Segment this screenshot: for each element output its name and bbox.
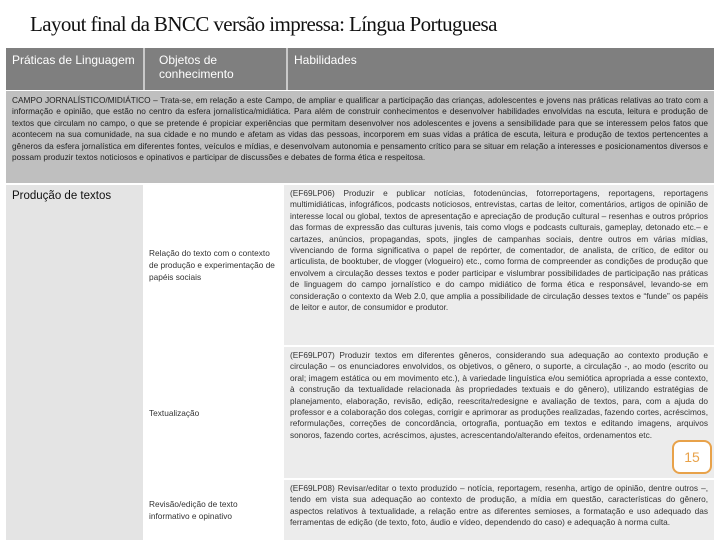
pratica-cell bbox=[6, 185, 143, 540]
objeto-cell bbox=[145, 480, 282, 540]
pratica-label: Produção de textos bbox=[12, 190, 112, 202]
objeto-cell bbox=[145, 347, 282, 478]
habilidade-cell: (EF69LP06) Produzir e publicar notícias, fotodenúncias, fotorreportagens, reportagens, reportagens multimidiáticas, infográficos, podcasts noticiosos, entrevistas, cartas de leitor, comentários, artigos de opinião de interesse local ou global, textos de apresentação e apreciação de produção cultural – resenhas e outros próprios das formas de expressão das culturas juvenis, tais como vlogs e podcasts culturais, gameplay, detonado etc.– e cartazes, anúncios, propagandas, spots, jingles de campanhas sociais, dentre outros em várias mídias, vivenciando de forma significativa o papel de repórter, de comentador, de analista, de crítico, de editor ou articulista, de booktuber, de vlogger (vlogueiro) etc., como forma de compreender as condições de produção que envolvem a circulação desses textos e poder participar e vislumbrar possibilidades de participação nas práticas de linguagem do campo jornalístico e do campo midiático de forma ética e responsável, levando-se em consideração o contexto da Web 2.0, que amplia a possibilidade de circulação desses textos e “funde” os papéis de leitor e autor, de consumidor e produtor. bbox=[284, 185, 714, 345]
header-habilidades: Habilidades bbox=[288, 48, 714, 90]
page-number-badge: 15 bbox=[672, 440, 712, 474]
objeto-text: Revisão/edição de texto informativo e opinativo bbox=[149, 499, 238, 521]
table-row bbox=[145, 185, 714, 345]
table-row bbox=[145, 347, 714, 478]
objeto-cell bbox=[145, 185, 282, 345]
header-praticas: Práticas de Linguagem bbox=[6, 48, 143, 90]
objeto-text: Relação do texto com o contexto de produção e experimentação de papéis sociais bbox=[149, 248, 275, 282]
header-objetos: Objetos de conhecimento bbox=[145, 48, 286, 90]
page-title: Layout final da BNCC versão impressa: Língua Portuguesa bbox=[30, 12, 497, 36]
habilidade-cell: (EF69LP08) Revisar/editar o texto produzido – notícia, reportagem, resenha, artigo de opinião, dentre outros –, tendo em vista sua adequação ao contexto de produção, a mídia em questão, características do gênero, aspectos relativos à textualidade, a relação entre as diferentes semioses, a formatação e uso adequado das ferramentas de edição (de texto, foto, áudio e vídeo, dependendo do caso) e adequação à norma culta. bbox=[284, 480, 714, 540]
campo-description: CAMPO JORNALÍSTICO/MIDIÁTICO – Trata-se, em relação a este Campo, de ampliar e qualificar a participação das crianças, adolescentes e jovens nas práticas relativas ao trato com a informação e opinião, que estão no centro da esfera jornalística/midiática. Para além de construir conhecimentos e desenvolver habilidades envolvidas na escuta, leitura e produção de textos que circulam no campo, o que se pretende é propiciar experiências que permitam desenvolver nos adolescentes e jovens a sensibilidade para que se interessem pelos fatos que acontecem na sua comunidade, na sua cidade e no mundo e afetam as vidas das pessoas, incorporem em suas vidas a prática de escuta, leitura e produção de textos pertencentes a gêneros da esfera jornalística em diferentes fontes, veículos e mídias, e desenvolvam autonomia e pensamento crítico para se situar em relação a interesses e posicionamentos diversos e possam produzir textos noticiosos e opinativos e participar de discussões e debates de forma ética e respeitosa. bbox=[6, 91, 714, 183]
table-header bbox=[6, 48, 714, 90]
objeto-text: Textualização bbox=[149, 407, 200, 418]
table-row bbox=[145, 480, 714, 540]
habilidade-cell: (EF69LP07) Produzir textos em diferentes gêneros, considerando sua adequação ao contexto produção e circulação – os enunciadores envolvidos, os objetivos, o gênero, o suporte, a circulação -, ao modo (escrito ou oral; imagem estática ou em movimento etc.), à variedade linguística e/ou semiótica apropriada a esse contexto, à construção da textualidade relacionada às propriedades textuais e do gênero), utilizando estratégias de planejamento, elaboração, revisão, edição, reescrita/redesigne e avaliação de textos, para, com a ajuda do professor e a colaboração dos colegas, corrigir e aprimorar as produções realizadas, fazendo cortes, acréscimos, reformulações, correções de concordância, ortografia, pontuação em textos e editando imagens, arquivos sonoros, fazendo cortes, acréscimos, ajustes, acrescentando/alterando efeitos, ordenamentos etc. bbox=[284, 347, 714, 478]
